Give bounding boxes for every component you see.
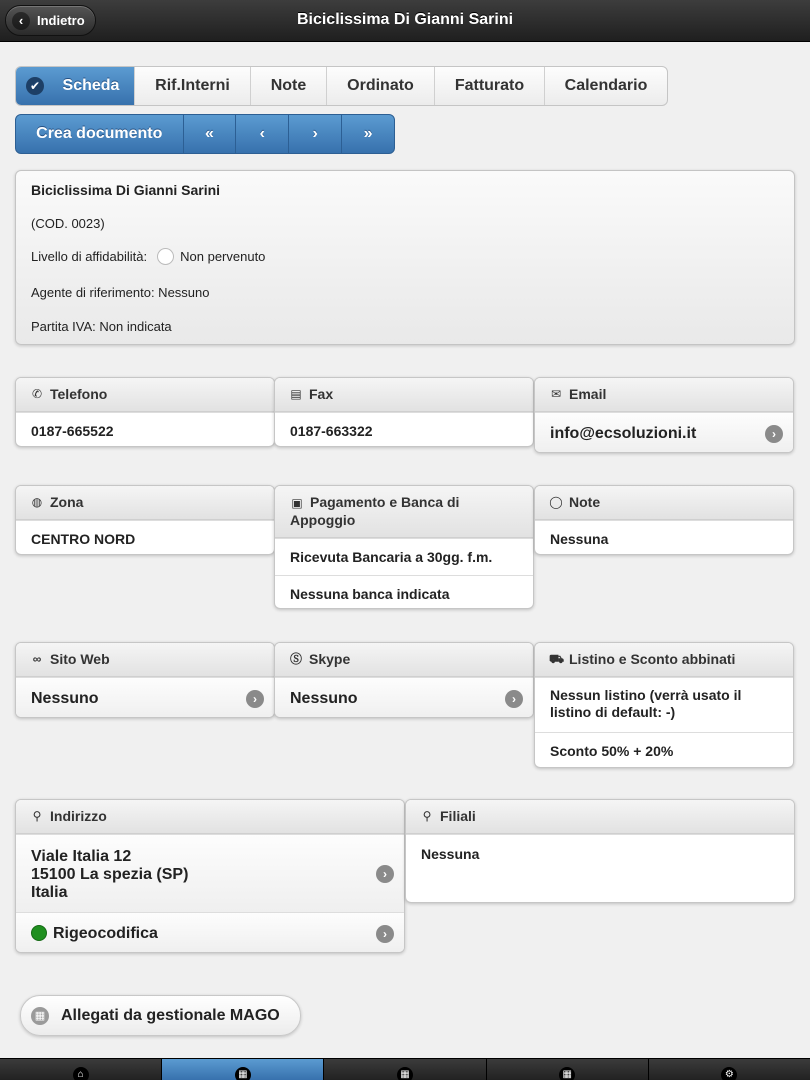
- map-marker-icon: ⚲: [32, 809, 42, 823]
- payment-card: [274, 485, 534, 609]
- last-record-button[interactable]: »: [341, 115, 394, 153]
- comment-icon: ◯: [549, 495, 563, 509]
- card-title: Pagamento e Banca di Appoggio: [290, 494, 460, 528]
- fax-value: 0187-663322: [275, 412, 533, 447]
- page-title: Biciclissima Di Gianni Sarini: [296, 11, 514, 28]
- pricelist-value: Nessun listino (verrà usato il listino di default: -): [535, 677, 793, 732]
- agent-text: Agente di riferimento: Nessuno: [31, 285, 210, 300]
- gear-icon: ⚙: [721, 1067, 737, 1080]
- card-header: [16, 378, 274, 412]
- tab-label: Note: [270, 77, 307, 94]
- tab-calendario[interactable]: [544, 67, 667, 105]
- app-header: [0, 0, 810, 42]
- card-header: [16, 643, 274, 677]
- card-title: Skype: [309, 651, 351, 667]
- skype-icon: Ⓢ: [289, 652, 302, 666]
- chevron-right-icon: ›: [376, 865, 394, 883]
- tab-label: Scheda: [62, 77, 120, 94]
- email-card: [534, 377, 794, 453]
- tab-fatturato[interactable]: [434, 67, 544, 105]
- address-country: Italia: [31, 884, 68, 901]
- website-card: [15, 642, 275, 718]
- phone-card: [15, 377, 275, 447]
- zone-card: [15, 485, 275, 555]
- bottom-nav-bar: [0, 1058, 810, 1080]
- note-value: Nessuna: [535, 520, 793, 555]
- branches-value: Nessuna: [406, 834, 794, 872]
- reliability-row: [31, 249, 265, 266]
- grid-icon: ▦: [397, 1067, 413, 1080]
- globe-icon: ◍: [31, 495, 43, 509]
- link-icon: ∞: [32, 652, 42, 666]
- website-value: Nessuno: [31, 690, 99, 707]
- card-title: Listino e Sconto abbinati: [569, 651, 736, 667]
- regeocode-label: Rigeocodifica: [53, 925, 158, 942]
- card-header: [16, 800, 404, 834]
- cart-icon: ⛟: [549, 652, 565, 666]
- card-header: [16, 486, 274, 520]
- home-icon: ⌂: [73, 1067, 89, 1080]
- card-header: [535, 486, 793, 520]
- address-link[interactable]: [16, 834, 404, 912]
- footer-settings-button[interactable]: [648, 1059, 810, 1080]
- chevron-left-icon: ‹: [12, 12, 30, 30]
- status-dot-icon: [31, 925, 47, 941]
- card-title: Filiali: [440, 808, 476, 824]
- tab-ordinato[interactable]: [326, 67, 434, 105]
- reliability-value: Non pervenuto: [180, 249, 266, 264]
- envelope-icon: ✉: [550, 387, 562, 401]
- card-title: Zona: [50, 494, 84, 510]
- card-title: Sito Web: [50, 651, 110, 667]
- create-document-button[interactable]: Crea documento: [36, 125, 163, 142]
- first-record-button[interactable]: «: [183, 115, 236, 153]
- tab-label: Ordinato: [347, 77, 414, 94]
- footer-grid-button-2[interactable]: [323, 1059, 485, 1080]
- address-card: [15, 799, 405, 953]
- zone-value: CENTRO NORD: [16, 520, 274, 555]
- card-header: [275, 378, 533, 412]
- payment-method: Ricevuta Bancaria a 30gg. f.m.: [275, 538, 533, 575]
- phone-value[interactable]: 0187-665522: [16, 412, 274, 447]
- back-button-label: Indietro: [37, 13, 85, 28]
- tab-note[interactable]: [250, 67, 326, 105]
- attachments-button[interactable]: [20, 995, 301, 1036]
- email-link[interactable]: [535, 412, 793, 453]
- document-nav-bar: [15, 114, 395, 154]
- address-city: 15100 La spezia (SP): [31, 866, 189, 883]
- card-title: Indirizzo: [50, 808, 107, 824]
- card-header: [535, 378, 793, 412]
- note-card: [534, 485, 794, 555]
- website-link[interactable]: [16, 677, 274, 718]
- card-header: [406, 800, 794, 834]
- discount-value: Sconto 50% + 20%: [535, 732, 793, 768]
- address-street: Viale Italia 12: [31, 848, 132, 865]
- pricelist-card: [534, 642, 794, 768]
- card-title: Email: [569, 386, 607, 402]
- tab-label: Fatturato: [454, 77, 525, 94]
- tab-label: Rif.Interni: [155, 77, 230, 94]
- next-record-button[interactable]: ›: [288, 115, 341, 153]
- card-header: [275, 643, 533, 677]
- footer-grid-button-3[interactable]: [486, 1059, 648, 1080]
- tab-bar: [15, 66, 668, 106]
- phone-icon: ✆: [31, 387, 43, 401]
- card-title: Note: [569, 494, 601, 510]
- email-value: info@ecsoluzioni.it: [550, 425, 697, 442]
- map-marker-icon: ⚲: [422, 809, 432, 823]
- branches-card: [405, 799, 795, 903]
- chevron-right-icon: ›: [505, 690, 523, 708]
- chevron-right-icon: ›: [376, 925, 394, 943]
- grid-icon: ▦: [235, 1067, 251, 1080]
- grid-icon: ▦: [559, 1067, 575, 1080]
- skype-value: Nessuno: [290, 690, 358, 707]
- card-header: [535, 643, 793, 677]
- tab-scheda[interactable]: [16, 67, 134, 105]
- footer-home-button[interactable]: [0, 1059, 161, 1080]
- skype-card: [274, 642, 534, 718]
- customer-info-panel: [15, 170, 795, 345]
- chevron-right-icon: ›: [765, 425, 783, 443]
- previous-record-button[interactable]: ‹: [235, 115, 288, 153]
- attachments-label: Allegati da gestionale MAGO: [61, 1007, 280, 1024]
- check-icon: ✔: [26, 77, 44, 95]
- card-title: Telefono: [50, 386, 108, 402]
- bank-info: Nessuna banca indicata: [275, 575, 533, 609]
- card-title: Fax: [309, 386, 334, 402]
- grid-icon: ▦: [31, 1007, 49, 1025]
- chevron-right-icon: ›: [246, 690, 264, 708]
- vat-text: Partita IVA: Non indicata: [31, 319, 172, 334]
- regeocode-button[interactable]: [16, 912, 404, 953]
- customer-code: (COD. 0023): [31, 216, 105, 231]
- fax-icon: ▤: [290, 387, 302, 401]
- reliability-radio[interactable]: [157, 248, 174, 265]
- reliability-label: Livello di affidabilità:: [31, 249, 148, 264]
- tab-rif-interni[interactable]: [134, 67, 250, 105]
- money-icon: ▣: [291, 496, 303, 510]
- footer-grid-button-1[interactable]: [161, 1059, 323, 1080]
- card-header: [275, 486, 533, 538]
- skype-link[interactable]: [275, 677, 533, 718]
- customer-name: Biciclissima Di Gianni Sarini: [31, 182, 221, 198]
- tab-label: Calendario: [564, 77, 648, 94]
- fax-card: [274, 377, 534, 447]
